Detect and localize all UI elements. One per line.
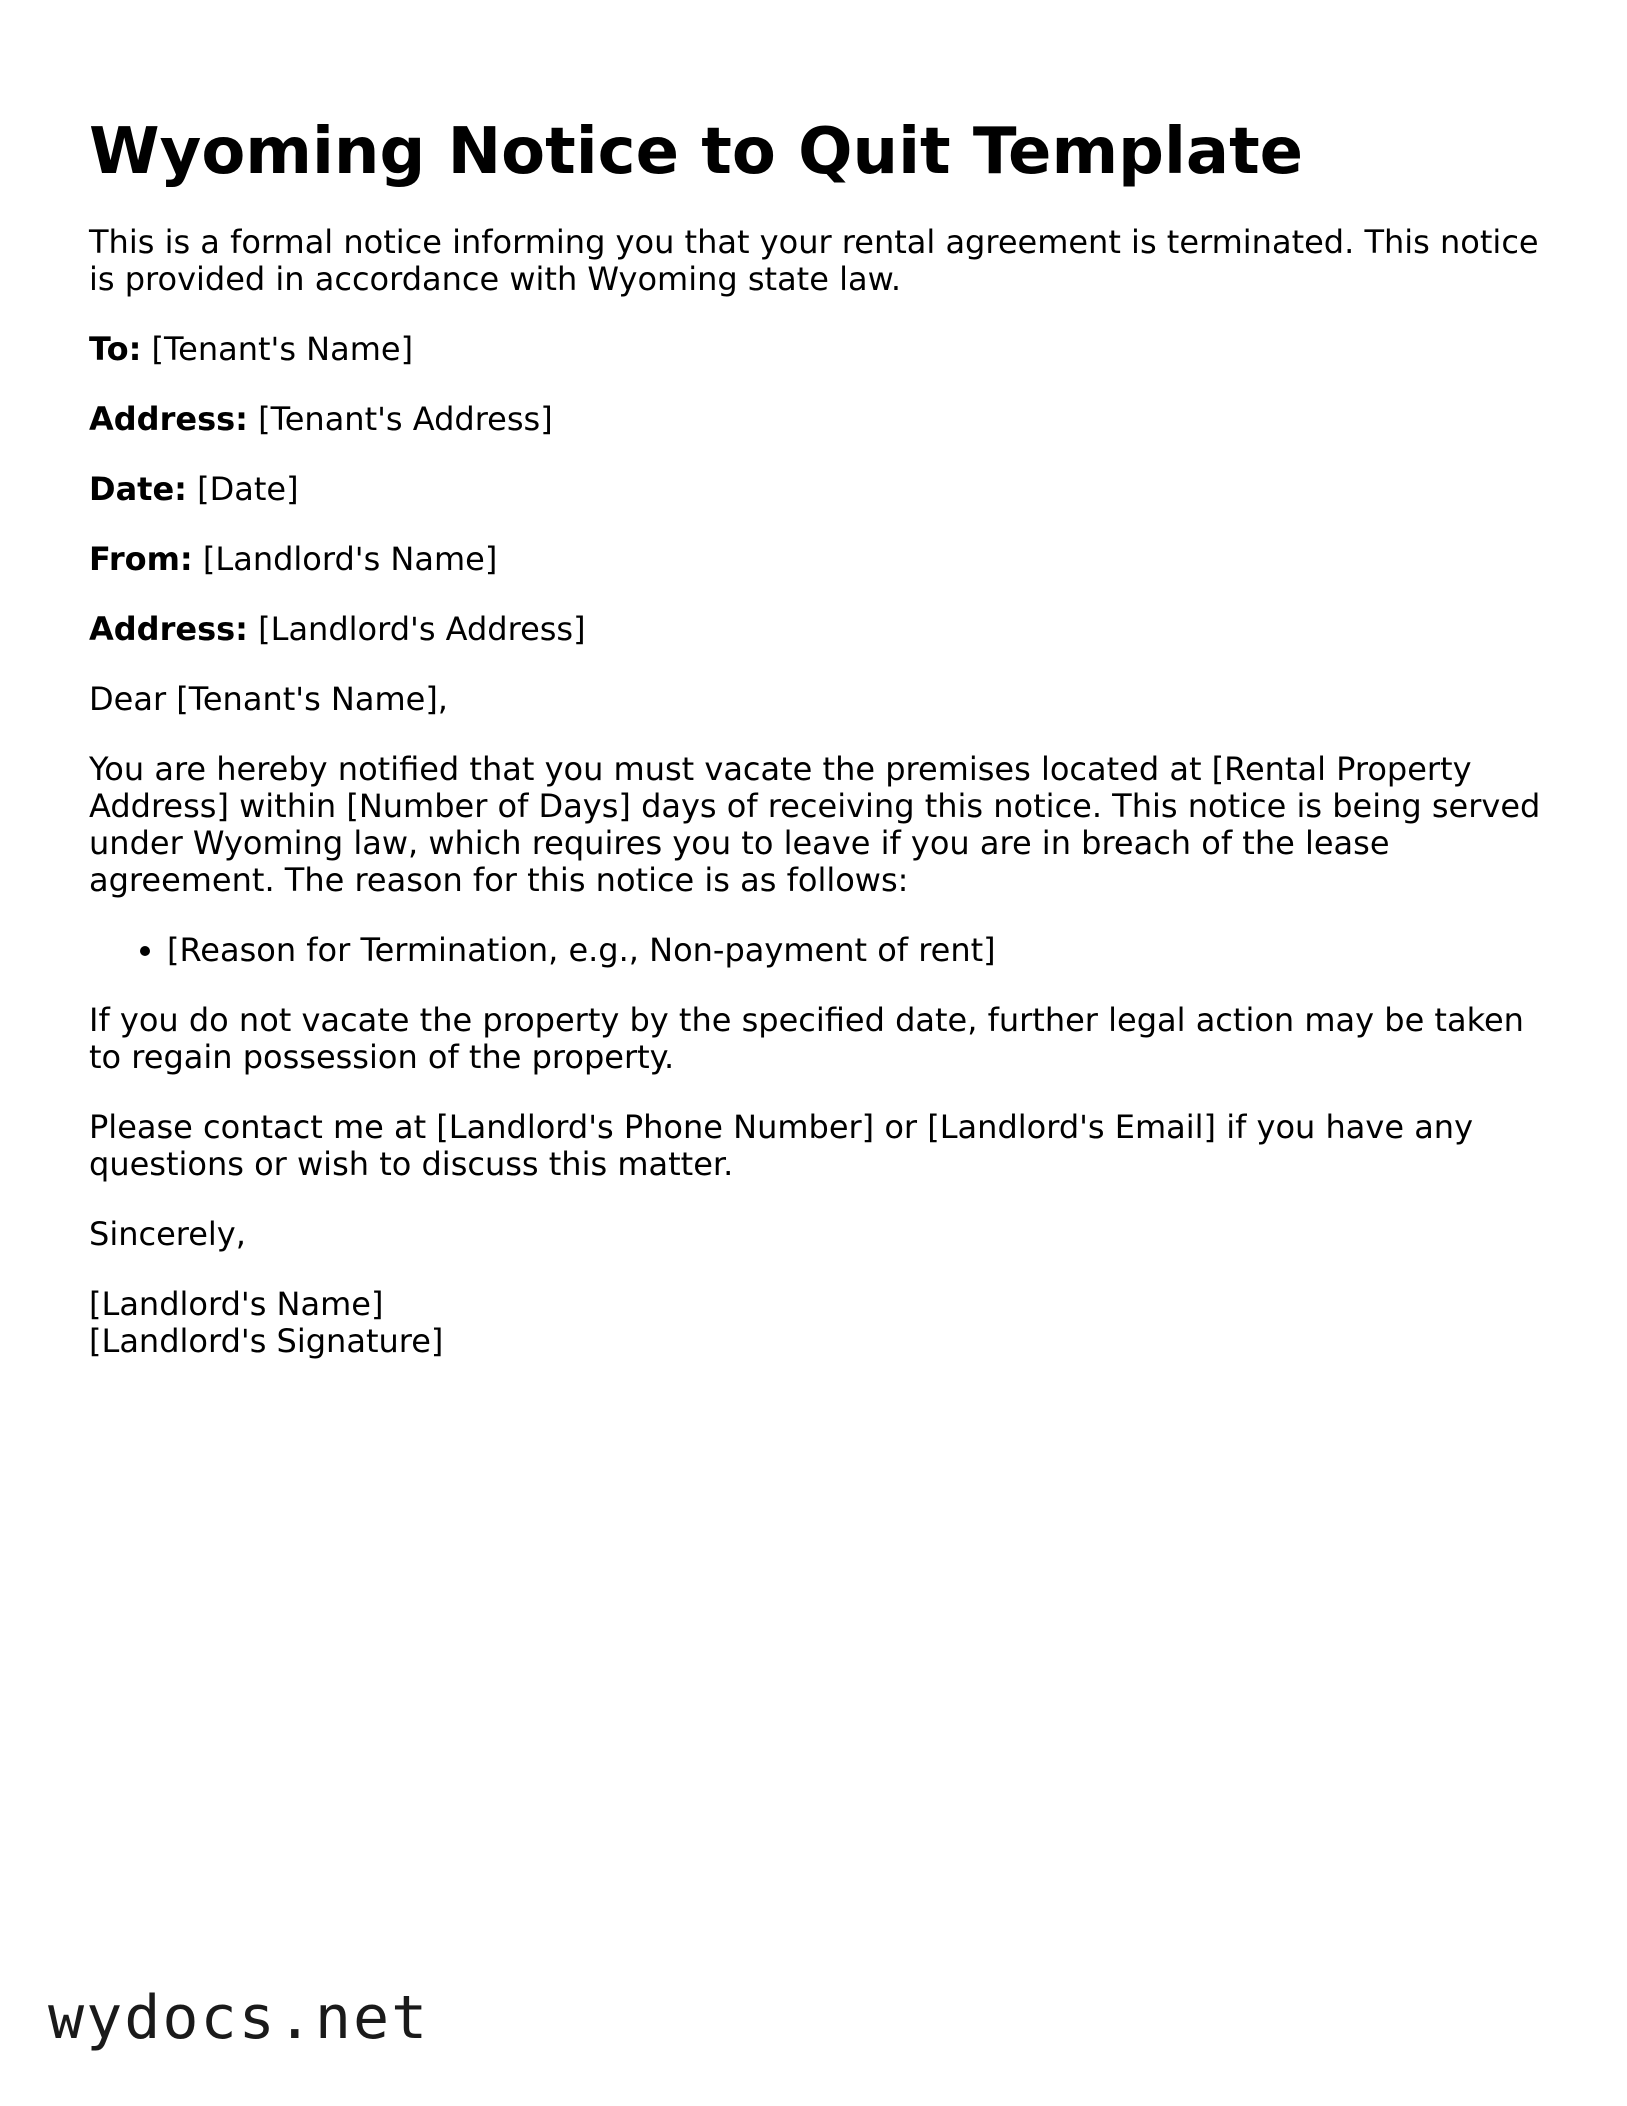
reason-list [89,932,1549,969]
intro-paragraph: This is a formal notice informing you that your rental agreement is terminated. This notice is provided in accordance with Wyoming state law. [89,223,1539,298]
field-value: [Date] [197,470,299,508]
notice-document [89,112,1549,1393]
field-from [89,541,1549,578]
field-label: From: [89,540,193,578]
field-tenant-address [89,401,1549,438]
field-label: Address: [89,400,248,438]
document-title: Wyoming Notice to Quit Template [89,115,1304,189]
field-value: [Landlord's Name] [202,540,498,578]
field-landlord-address [89,611,1549,648]
field-label: Address: [89,610,248,648]
body-paragraph: You are hereby notified that you must vacate the premises located at [Rental Property Address] within [Number of Days] days of receiving this notice. This notice is being served under Wyoming law, which requires you to leave if you are in breach of the lease agreement. The reason for this notice is as follows: [89,750,1541,899]
signature-block [89,1286,1549,1360]
contact-paragraph: Please contact me at [Landlord's Phone Number] or [Landlord's Email] if you have any questions or wish to discuss this matter. [89,1108,1474,1183]
watermark: wydocs.net [48,1983,430,2053]
warning-paragraph: If you do not vacate the property by the specified date, further legal action may be taken to regain possession of the property. [89,1001,1524,1076]
list-item: • [Reason for Termination, e.g., Non-payment of rent] [167,932,1549,969]
field-value: [Landlord's Address] [258,610,586,648]
signature-line: [Landlord's Signature] [89,1322,444,1360]
field-date [89,471,1549,508]
field-label: To: [89,330,142,368]
closing: Sincerely, [89,1215,246,1253]
salutation: Dear [Tenant's Name], [89,680,448,718]
field-to [89,331,1549,368]
signature-name: [Landlord's Name] [89,1285,384,1323]
field-value: [Tenant's Address] [258,400,553,438]
field-value: [Tenant's Name] [151,330,414,368]
field-label: Date: [89,470,187,508]
